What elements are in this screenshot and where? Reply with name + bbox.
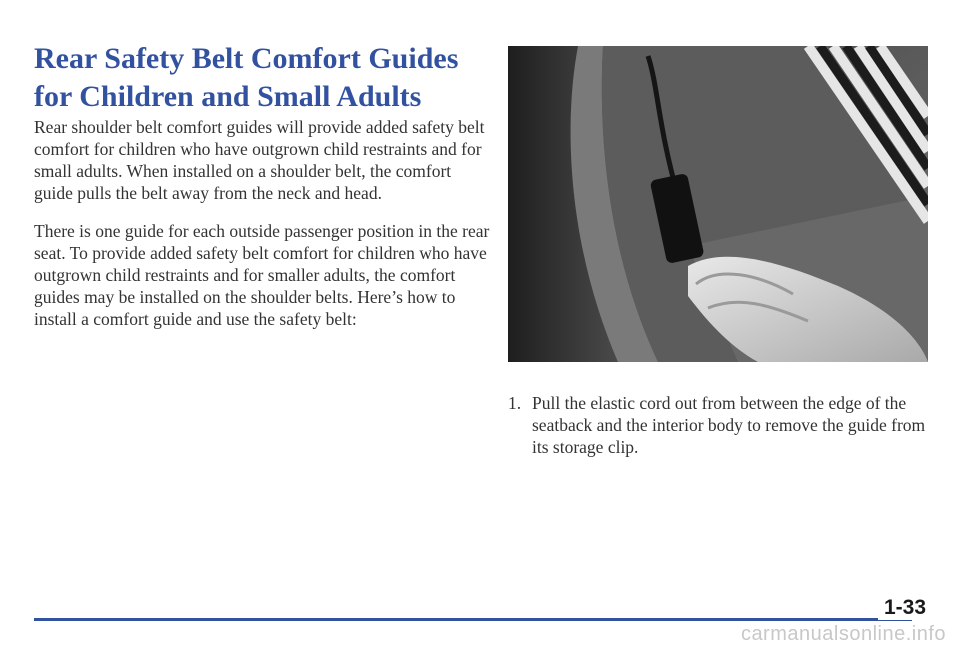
page-number: 1-33 [878,596,926,620]
watermark: carmanualsonline.info [740,623,946,645]
intro-paragraph: Rear shoulder belt comfort guides will provide added safety belt comfort for children who have outgrown child restraints and for small adults. When installed on a shoulder belt, the comfort guide pulls the belt away from the neck and head. [34,117,485,203]
step-item [508,392,928,458]
guide-description-paragraph: There is one guide for each outside passenger position in the rear seat. To provide added safety belt comfort for children who have outgrown child restraints and for smaller adults, the comfort guides may be installed on the shoulder belts. Here’s how to install a comfort guide and use the safety belt: [34,221,490,329]
step-number: 1. [508,393,522,413]
comfort-guide-photo [508,46,928,362]
section-title: Rear Safety Belt Comfort Guides for Children and Small Adults [34,42,459,113]
step-text: Pull the elastic cord out from between the edge of the seatback and the interior body to remove the guide from its storage clip. [532,393,926,457]
footer-rule [34,618,912,621]
